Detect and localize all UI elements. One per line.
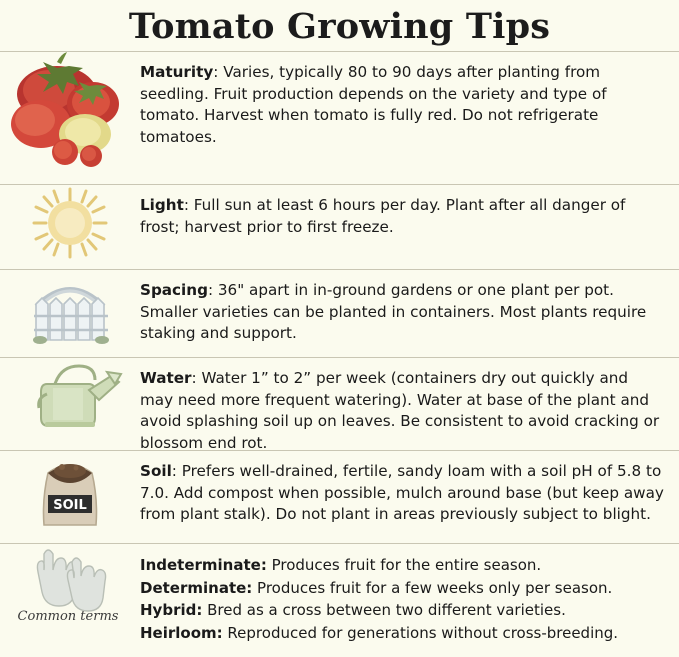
sun-icon <box>24 185 116 261</box>
gardening-gloves-icon-cell <box>0 544 140 636</box>
gardening-gloves-icon <box>10 544 130 636</box>
common-terms-text-cell <box>140 544 679 654</box>
page-title: Tomato Growing Tips <box>128 6 551 47</box>
term-label-heirloom: Heirloom: <box>140 623 223 642</box>
tip-row-maturity <box>0 51 679 184</box>
tip-text-cell-maturity <box>140 52 679 158</box>
term-definition-indeterminate: Produces fruit for the entire season. <box>266 556 542 574</box>
term-line-determinate <box>140 577 665 600</box>
tip-body-spacing: : 36" apart in in-ground gardens or one plant per pot. Smaller varieties can be planted in containers. Most plants require staking and support. <box>140 281 647 343</box>
tip-label-light: Light <box>140 196 184 214</box>
watering-can-icon <box>15 358 125 434</box>
soil-bag-label: SOIL <box>53 498 87 513</box>
soil-bag-icon-cell <box>0 451 140 533</box>
tip-paragraph-spacing <box>140 280 665 345</box>
tip-text-cell-light <box>140 185 679 248</box>
term-definition-heirloom: Reproduced for generations without cross-breeding. <box>222 623 619 642</box>
tip-body-light: : Full sun at least 6 hours per day. Plant after all danger of frost; harvest prior to first freeze. <box>140 196 626 236</box>
tip-paragraph-light <box>140 195 665 238</box>
term-definition-determinate: Produces fruit for a few weeks only per season. <box>252 578 613 597</box>
tip-body-maturity: : Varies, typically 80 to 90 days after planting from seedling. Fruit production depends on the variety and type of tomato. Harvest when tomato is fully red. Do not refrigerate tomatoes. <box>140 63 607 146</box>
tip-row-spacing <box>0 269 679 357</box>
tomatoes-icon <box>5 52 135 172</box>
tip-label-water: Water <box>140 369 192 387</box>
tip-row-common-terms <box>0 543 679 643</box>
term-label-determinate: Determinate: <box>140 578 253 597</box>
tip-row-water <box>0 357 679 450</box>
common-terms-caption: Common terms <box>17 609 119 624</box>
tip-label-soil: Soil <box>140 462 172 480</box>
tip-label-spacing: Spacing <box>140 281 208 299</box>
tip-paragraph-soil <box>140 461 665 526</box>
garden-gate-icon-cell <box>0 270 140 346</box>
tip-row-light <box>0 184 679 269</box>
tip-paragraph-water <box>140 368 665 454</box>
tip-text-cell-soil <box>140 451 679 536</box>
tip-paragraph-maturity <box>140 62 665 148</box>
term-line-heirloom <box>140 622 665 645</box>
watering-can-icon-cell <box>0 358 140 434</box>
tips-list <box>0 51 679 643</box>
term-definition-hybrid: Bred as a cross between two different varieties. <box>202 601 566 619</box>
tip-row-soil <box>0 450 679 543</box>
term-label-indeterminate: Indeterminate: <box>140 556 267 574</box>
tomatoes-icon-cell <box>0 52 140 172</box>
tip-label-maturity: Maturity <box>140 63 214 81</box>
term-line-indeterminate <box>140 554 665 577</box>
garden-gate-icon <box>20 270 120 346</box>
tip-text-cell-water <box>140 358 679 464</box>
tip-body-water: : Water 1” to 2” per week (containers dry out quickly and may need more frequent watering). Water at base of the plant and avoid splashing soil up on leaves. Be consistent to avoid cracking or blossom end rot. <box>140 369 660 452</box>
soil-bag-icon <box>24 451 116 533</box>
term-label-hybrid: Hybrid: <box>140 601 203 619</box>
term-line-hybrid <box>140 599 665 622</box>
tip-text-cell-spacing <box>140 270 679 355</box>
tip-body-soil: : Prefers well-drained, fertile, sandy loam with a soil pH of 5.8 to 7.0. Add compost when possible, mulch around base (but keep away from plant stalk). Do not plant in areas previously subject to blight. <box>140 462 664 524</box>
sun-icon-cell <box>0 185 140 261</box>
